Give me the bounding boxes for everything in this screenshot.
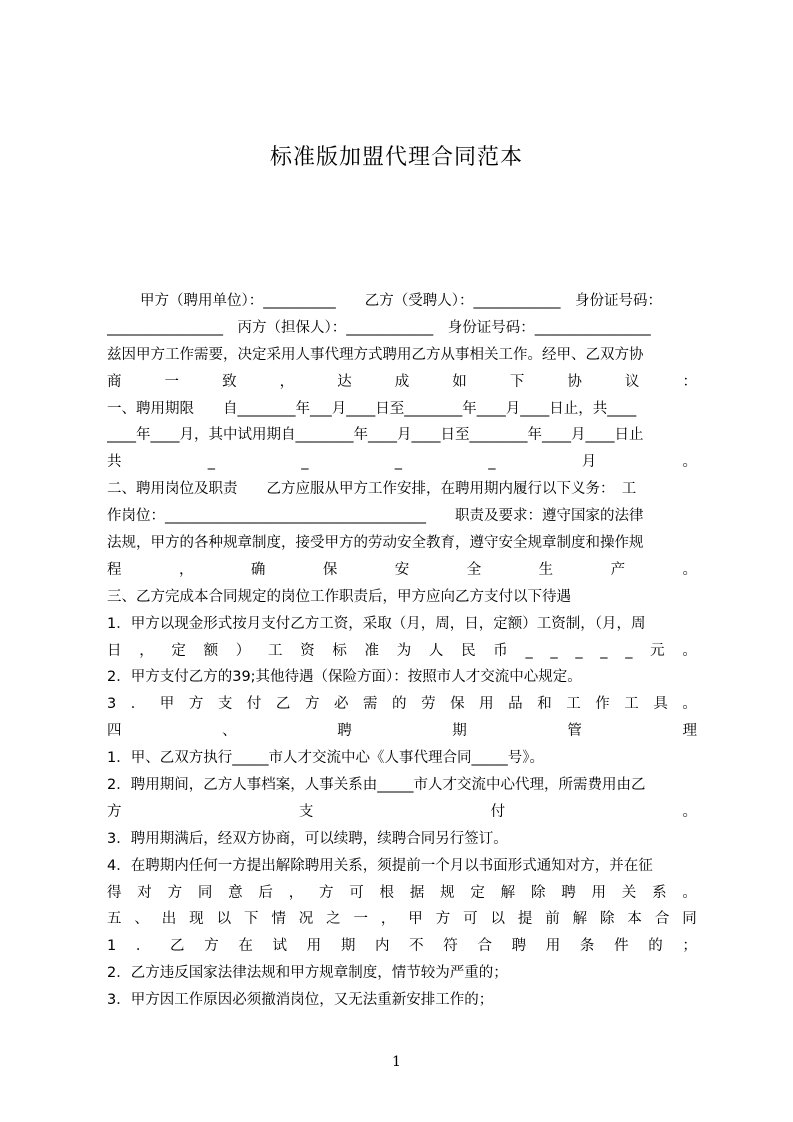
text-char: 得: [107, 884, 122, 901]
text-char: ，: [139, 642, 154, 659]
text-line: 2．乙方违反国家法律法规和甲方规章制度，情节较为严重的；: [107, 965, 508, 982]
text-char: 。: [682, 561, 697, 578]
text-char: 民: [461, 642, 476, 659]
text-char: 和: [537, 696, 552, 713]
text-line: [107, 691, 697, 718]
text-char: 工: [267, 642, 283, 659]
text-line: [107, 906, 697, 933]
text-char: 以: [490, 911, 505, 928]
text-line: [107, 449, 697, 476]
text-char: 方: [435, 911, 451, 928]
text-line: [107, 369, 697, 396]
text-char: 具: [653, 696, 668, 713]
text-char: _: [625, 642, 633, 659]
text-char: 付: [246, 696, 262, 713]
text-char: 用: [306, 938, 322, 955]
text-char: 品: [508, 696, 523, 713]
text-char: 支: [298, 803, 314, 820]
text-char: 乙: [170, 938, 185, 955]
text-char: 币: [493, 642, 508, 659]
text-char: 、: [134, 911, 149, 928]
text-line: 作岗位：____________________________________ 职责及要求：遵守国家的法律: [107, 508, 644, 525]
text-char: 期: [452, 723, 467, 740]
text-char: 在: [238, 938, 253, 955]
text-char: 规: [440, 884, 455, 901]
text-char: 保: [450, 696, 465, 713]
text-char: 。: [682, 803, 697, 820]
text-char: 全: [466, 561, 482, 578]
text-char: _: [301, 454, 309, 471]
text-line: 3．甲方因工作原因必须撤消岗位，又无法重新安排工作的；: [107, 992, 494, 1009]
text-char: _: [488, 454, 496, 471]
text-char: 工: [624, 696, 639, 713]
text-char: _: [394, 454, 402, 471]
text-char: _: [525, 642, 533, 659]
text-char: 方: [318, 884, 334, 901]
text-char: 定: [171, 642, 186, 659]
text-char: 达: [337, 373, 352, 390]
text-line: 1．甲、乙双方执行_____市人才交流中心《人事代理合同_____号》。: [107, 750, 544, 767]
text-char: 试: [272, 938, 288, 955]
text-char: 对: [137, 884, 152, 901]
text-char: 确: [250, 561, 266, 578]
text-char: 意: [228, 884, 243, 901]
text-char: 一: [353, 911, 369, 928]
text-char: ．: [135, 938, 151, 955]
text-char: 解: [572, 911, 588, 928]
text-char: 理: [682, 723, 697, 740]
text-char: 同: [197, 884, 213, 901]
document-title: 标准版加盟代理合同范本: [269, 145, 523, 170]
text-char: 共: [107, 454, 122, 471]
text-char: 方: [188, 696, 204, 713]
text-char: 况: [298, 911, 314, 928]
text-char: 额: [203, 642, 219, 659]
text-char: 之: [326, 911, 341, 928]
text-char: 协: [567, 373, 582, 390]
text-char: _: [207, 454, 215, 471]
text-char: 月: [581, 454, 597, 471]
text-char: ，: [279, 373, 295, 390]
text-char: 用: [591, 884, 606, 901]
text-char: 聘: [511, 938, 527, 955]
text-char: 劳: [421, 696, 436, 713]
text-char: 。: [682, 696, 697, 713]
text-line: 甲方（聘用单位）：__________ 乙方（受聘人）：____________ 身份证号码：: [140, 293, 662, 309]
text-char: _: [575, 642, 583, 659]
text-char: 需: [363, 696, 378, 713]
text-line: 2．聘用期间，乙方人事档案，人事关系由_____市人才交流中心代理，所需费用由乙: [107, 777, 646, 794]
text-line: 3．聘用期满后，经双方协商，可以续聘，续聘合同另行签订。: [107, 830, 508, 847]
text-char: 生: [538, 561, 554, 578]
text-char: 的: [392, 696, 407, 713]
text-char: 用: [479, 696, 494, 713]
text-char: 致: [222, 373, 237, 390]
text-char: 下: [509, 373, 525, 390]
text-char: 成: [394, 373, 410, 390]
text-char: 日: [107, 642, 122, 659]
text-char: 据: [409, 884, 425, 901]
text-line: [107, 880, 697, 907]
text-char: ．: [130, 696, 146, 713]
text-char: 期: [340, 938, 356, 955]
text-char: 议: [624, 373, 640, 390]
text-char: 定: [470, 884, 485, 901]
text-line: [107, 557, 697, 584]
text-char: 支: [217, 696, 233, 713]
text-char: 以: [216, 911, 232, 928]
text-char: 。: [682, 454, 697, 471]
text-char: 安: [394, 561, 410, 578]
text-char: 资: [300, 642, 315, 659]
text-line: 一、聘用期限 自________年___月____日至________年____月____日止，共____: [107, 400, 637, 417]
text-char: 保: [322, 561, 338, 578]
text-char: 方: [204, 938, 219, 955]
text-line: 法规，甲方的各种规章制度，接受甲方的劳动安全教育，遵守安全规章制度和操作规: [107, 535, 644, 552]
text-char: ；: [682, 938, 697, 955]
text-char: 人: [428, 642, 444, 659]
text-line: 4．在聘期内任何一方提出解除聘用关系，须提前一个月以书面形式通知对方，并在征: [107, 857, 653, 874]
text-char: 甲: [408, 911, 423, 928]
text-char: 合: [654, 911, 670, 928]
text-char: 出: [161, 911, 177, 928]
text-line: [107, 799, 697, 826]
text-line: 三、乙方完成本合同规定的岗位工作职责后，甲方应向乙方支付以下待遇: [107, 588, 571, 605]
text-char: 方: [107, 803, 122, 820]
text-char: 聘: [337, 723, 352, 740]
text-char: 商: [107, 373, 122, 390]
text-char: 。: [682, 884, 697, 901]
text-char: 乙: [275, 696, 291, 713]
text-char: 四: [107, 723, 122, 740]
text-char: ，: [380, 911, 396, 928]
text-char: 用: [545, 938, 561, 955]
text-char: 前: [545, 911, 560, 928]
text-line: ____年____月，其中试用期自________年____月____日至________年____月____日止: [107, 427, 644, 444]
text-char: 方: [304, 696, 320, 713]
text-char: 合: [477, 938, 492, 955]
page-number: 1: [392, 1054, 401, 1070]
text-char: 现: [189, 911, 204, 928]
text-char: 。: [682, 642, 697, 659]
text-char: 3: [107, 696, 117, 713]
text-char: 内: [374, 938, 390, 955]
text-char: 根: [379, 884, 395, 901]
text-char: 程: [107, 561, 122, 578]
text-char: 、: [222, 723, 237, 740]
text-char: 工: [566, 696, 581, 713]
text-char: 可: [463, 911, 478, 928]
text-line: 1．甲方以现金形式按月支付乙方工资，采取（月，周，日，定额）工资制，（月，周: [107, 615, 646, 632]
text-char: 管: [567, 723, 582, 740]
text-char: 件: [614, 938, 629, 955]
text-char: 不: [409, 938, 424, 955]
text-char: 五: [107, 911, 122, 928]
text-line: [107, 933, 697, 960]
text-char: ）: [235, 642, 251, 659]
text-char: ，: [288, 884, 304, 901]
text-char: 作: [595, 696, 610, 713]
text-char: 产: [610, 561, 626, 578]
text-char: 1: [107, 938, 117, 955]
text-char: 下: [243, 911, 259, 928]
text-char: 为: [396, 642, 412, 659]
text-char: 条: [579, 938, 595, 955]
text-char: 后: [258, 884, 273, 901]
contract-body: [107, 288, 697, 1014]
text-line: [107, 718, 697, 745]
text-char: 准: [364, 642, 379, 659]
text-char: 系: [652, 884, 667, 901]
text-char: 方: [167, 884, 183, 901]
text-char: 同: [682, 911, 697, 928]
text-char: 符: [443, 938, 458, 955]
text-char: 提: [517, 911, 533, 928]
text-line: 2．甲方支付乙方的39;其他待遇（保险方面）：按照市人才交流中心规定。: [107, 669, 582, 686]
text-char: 元: [650, 642, 665, 659]
text-char: 必: [333, 696, 349, 713]
text-char: 关: [621, 884, 637, 901]
text-char: 甲: [159, 696, 175, 713]
text-char: 一: [164, 373, 180, 390]
text-char: 解: [500, 884, 516, 901]
text-char: 可: [349, 884, 364, 901]
text-char: 本: [627, 911, 642, 928]
text-char: 除: [530, 884, 546, 901]
text-char: 标: [332, 642, 347, 659]
text-char: 的: [648, 938, 663, 955]
text-char: 聘: [561, 884, 576, 901]
text-char: 付: [490, 803, 506, 820]
text-char: _: [600, 642, 608, 659]
text-line: [107, 638, 697, 665]
text-char: 情: [271, 911, 286, 928]
text-char: 如: [452, 373, 467, 390]
text-char: 除: [600, 911, 615, 928]
text-char: ，: [178, 561, 194, 578]
text-char: ：: [682, 373, 697, 390]
text-line: 兹因甲方工作需要，决定采用人事代理方式聘用乙方从事相关工作。经甲、乙双方协: [107, 346, 644, 363]
text-line: 二、聘用岗位及职责 乙方应服从甲方工作安排，在聘用期内履行以下义务： 工: [107, 481, 637, 498]
text-line: ________________ 丙方（担保人）：____________ 身份证号码：________________: [107, 319, 651, 336]
text-char: _: [550, 642, 558, 659]
